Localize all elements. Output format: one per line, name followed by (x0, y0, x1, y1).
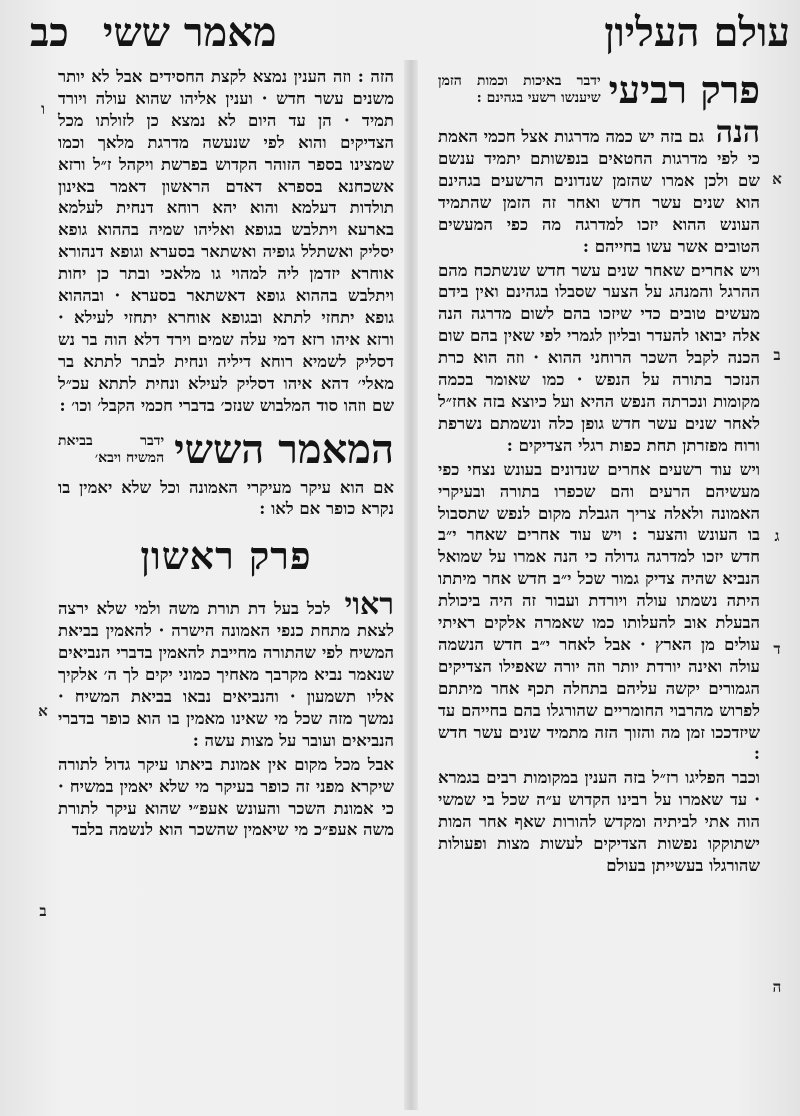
paragraph (58, 66, 394, 417)
margin-letter: ב (39, 902, 47, 920)
margin-letter: ד (773, 640, 781, 658)
paragraph: ויש אחרים שאחר שנים עשר חדש שנשתכח מהם ההרגל והמנהג על הצער שסבלו בגהינם ואין בידם מעשים טובים כדי שיזכו בהם לשום מדרגה הנה אלה יבואו להעדר ובליון לגמרי לפי שאין בהם שום הכנה לקבל השכר הרוחני ההוא · וזה הוא כרת הנזכר בתורה על הנפש · כמו שאומר בכמה מקומות ונכרתה הנפש ההיא ועל כיוצא בזה אחז״ל לאחר שנים עשר חדש גופן כלה ונשמתם נשרפת ורוח מפזרתן תחת כפות רגלי הצדיקים : (438, 260, 760, 455)
paragraph (58, 587, 395, 751)
margin-letter: ה (772, 978, 782, 996)
section-title: המאמר הששי (174, 425, 394, 473)
lead-word: הנה (715, 115, 760, 150)
paragraph: אבל מכל מקום אין אמונת ביאתו עיקר גדול לתורה שיקרא מפני זה כופר בעיקר מי שלא יאמין במשיח · כי אמונת השכר והעונש אעפ״י שהוא עיקר לתורת משה אעפ״כ מי שיאמין שהשכר הוא לנשמה בלבד (58, 754, 394, 840)
lead-word: הזה : (357, 67, 395, 86)
paragraph: ויש עוד רשעים אחרים שנדונים בעונש נצחי כפי מעשיהם הרעים והם שכפרו בתורה ובעיקרי האמונה ולאלה צריך הגבלת מקום לנפש שתסבול בו העונש והצער : ויש עוד אחרים שאחר י״ב חדש יזכו למדרגה גדולה כי הנה אמרו על שמואל הנביא שהיה צדיק גמור שכל י״ב חדש אחר מיתתו היתה נשמתו עולה ויורדת ועבור זה היה ביכולת הבעלת אוב להעלותו כמו שאמרה אלקים ראיתי עולים מן הארץ · אבל לאחר י״ב חדש הנשמה עולה ואינה יורדת יותר וזה יורה שאפילו הצדיקים הגמורים יקשה עליהם בתחלה תכף אחר מיתתם לפרוש מהרבוי החומריים שהורגלו בהם בחייהם עד שיזדככו זמן מה והזוך הזה מתמיד שנים עשר חדש : (438, 459, 760, 764)
lead-word: ראוי (344, 587, 395, 623)
paragraph-text: וזה הענין נמצא לקצת החסידים אבל לא יותר משנים עשר חדש · וענין אליהו שהוא עולה ויורד תמיד · הן עד היום לא נמצא כן לזולתו מכל הצדיקים והוא לפי שנעשה מדרגת מלאך וכמו שמצינו בספר הזוהר הקדוש בפרשת ויקהל ז״ל ורזא אשכחנא בספרא דאדם הראשון דאמר באינון תולדות דעלמא והוא יהא רוחא דנחית לעלמא בארעא ויתלבש בגופא ואליהו שמיה בההוא גופא יסליק ואשתלל גופיה ואשתאר בסערא וגופא דנהורא אוחרא יזדמן ליה למהוי גו מלאכי ובתר כן יחות ויתלבש בההוא גופא דאשתאר בסערא · ובההוא גופא יתחזי לתתא ובגופא אוחרא יתחזי לעילא · ורזא איהו רזא דמי עלה שמים וירד דלא הוה בר נש דסליק לשמיא רוחא דיליה ונחית לבתר לתתא בר מאלי׳ דהא איהו דסליק לעילא ונחית לתתא עכ״ל שם וזהו סוד המלבוש שנזכ׳ בדברי חכמי הקבל׳ וכו׳ : (58, 67, 394, 415)
margin-letter: א (38, 702, 48, 720)
page-gutter (404, 60, 418, 1110)
chapter-subtitle: ידבר באיכות וכמות הזמן שיענשו רשעי בגהינם : (438, 73, 601, 106)
chapter-title: פרק רביעי (608, 67, 760, 112)
header-left-title: מאמר ששי (102, 9, 277, 56)
paragraph-text: לכל בעל דת תורת משה ולמי שלא ירצה לצאת מתחת כנפי האמונה הישרה · להאמין בביאת המשיח לפי שהתורה מחייבת להאמין בדברי הנביאים שנאמר נביא מקרבך מאחיך כמוני יקים לך ה׳ אלקיך אליו תשמעון · והנביאים נבאו בביאת המשיח · נמשך מזה שכל מי שאינו מאמין בו הוא כופר בדברי הנביאים ועובר על מצות עשה : (58, 599, 394, 750)
header-page-number: כב (30, 9, 69, 56)
paragraph-text: גם בזה יש כמה מדרגות אצל חכמי האמת כי לפי מדרגות החטאים בנפשותם יתמיד ענשם שם ולכן אמרו שהזמן שנדונים הרשעים בגהינם הוא שנים עשר חדש ואחר זה הזמן שהתמיד העונש ההוא יזכו למדרגה מה כפי המעשים הטובים אשר עשו בחייהם : (438, 127, 760, 256)
margin-letter: ב (773, 346, 781, 364)
header-right-title: עולם העליון (604, 9, 790, 56)
paragraph (438, 115, 760, 258)
chapter-title: פרק ראשון (140, 533, 312, 579)
right-column (438, 66, 760, 1106)
section-heading (58, 427, 394, 473)
section-subtitle: ידבר בביאת המשיח ויבא׳ (58, 432, 165, 466)
section-intro: אם הוא עיקר מעיקרי האמונה וכל שלא יאמין בו נקרא כופר אם לאו : (58, 477, 394, 519)
paragraph: וכבר הפליגו רז״ל בזה הענין במקומות רבים בגמרא · עד שאמרו על רבינו הקדוש ע״ה שכל בי שמשי הוה אתי לביתיה ומקדש להורות שאף אחר המות ישתוקקו נפשות הצדיקים לעשות מצות ופעולות שהורגלו בעשייתן בעולם (438, 768, 760, 875)
margin-letter: א (772, 170, 782, 188)
chapter-heading (438, 68, 760, 112)
margin-letter: ו (41, 100, 45, 118)
running-header-right (430, 8, 790, 58)
left-column (58, 66, 394, 1106)
margin-letter: ג (774, 527, 780, 545)
running-header-left (30, 8, 390, 58)
